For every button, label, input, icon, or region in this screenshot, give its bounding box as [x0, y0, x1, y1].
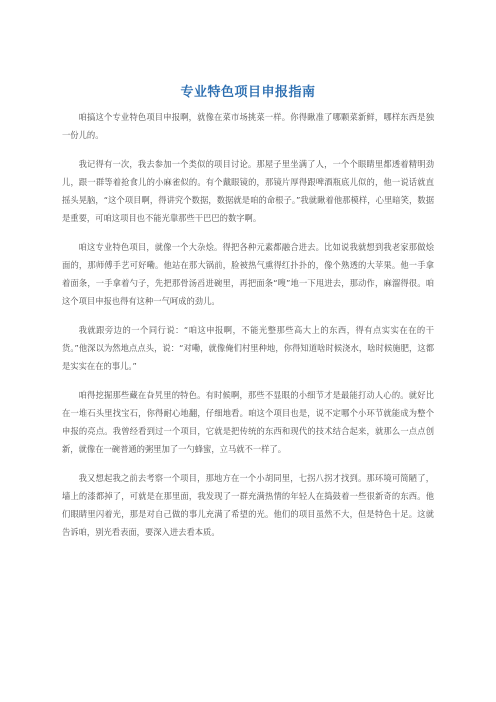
paragraph: 我就跟旁边的一个同行说：“咱这申报啊，不能光整那些高大上的东西，得有点实实在在的干货。”他深以为然地点点头，说：“对嘞，就像俺们村里种地，你得知道啥时候浇水，啥时候施肥，这都是实实在在的事儿。” [62, 325, 434, 371]
paragraph: 我又想起我之前去考察一个项目，那地方在一个小胡同里，七拐八拐才找到。那环境可简陋了，墙上的漆都掉了，可就是在那里面，我发现了一群充满热情的年轻人在捣鼓着一些很新奇的东西。他们眼睛里闪着光，那是对自己做的事儿充满了希望的光。他们的项目虽然不大，但是特色十足。这就告诉咱，别光看表面，要深入进去看本质。 [62, 473, 434, 537]
document-title: 专业特色项目申报指南 [180, 85, 316, 100]
paragraph: 咱这专业特色项目，就像一个大杂烩。得把各种元素都融合进去。比如说我就想到我老家那做烩面的，那师傅手艺可好嘞。他站在那大锅前，脸被热气熏得红扑扑的，像个熟透的大苹果。他一手拿着面条，一手拿着勺子，先把那骨汤舀进碗里，再把面条“嗖”地一下甩进去，那动作，麻溜得很。咱这个项目申报也得有这种一气呵成的劲儿。 [62, 242, 434, 306]
paragraph: 咱搞这个专业特色项目申报啊，就像在菜市场挑菜一样。你得瞅准了哪颗菜新鲜，哪样东西是独一份儿的。 [62, 112, 434, 140]
paragraph: 我记得有一次，我去参加一个类似的项目讨论。那屋子里坐满了人，一个个眼睛里都透着精明劲儿，跟一群等着抢食儿的小麻雀似的。有个戴眼镜的，那镜片厚得跟啤酒瓶底儿似的，他一说话就直摇头晃脑，“这个项目啊，得讲究个数据，数据就是咱的命根子。”我就瞅着他那模样，心里暗笑，数据是重要，可咱这项目也不能光靠那些干巴巴的数字啊。 [62, 159, 434, 223]
paragraph: 咱得挖掘那些藏在旮旯里的特色。有时候啊，那些不显眼的小细节才是最能打动人心的。就好比在一堆石头里找宝石，你得耐心地翻，仔细地看。咱这个项目也是，说不定哪个小环节就能成为整个申报的亮点。我曾经看到过一个项目，它就是把传统的东西和现代的技术结合起来，就那么一点点创新，就像在一碗普通的粥里加了一勺蜂蜜，立马就不一样了。 [62, 390, 434, 454]
